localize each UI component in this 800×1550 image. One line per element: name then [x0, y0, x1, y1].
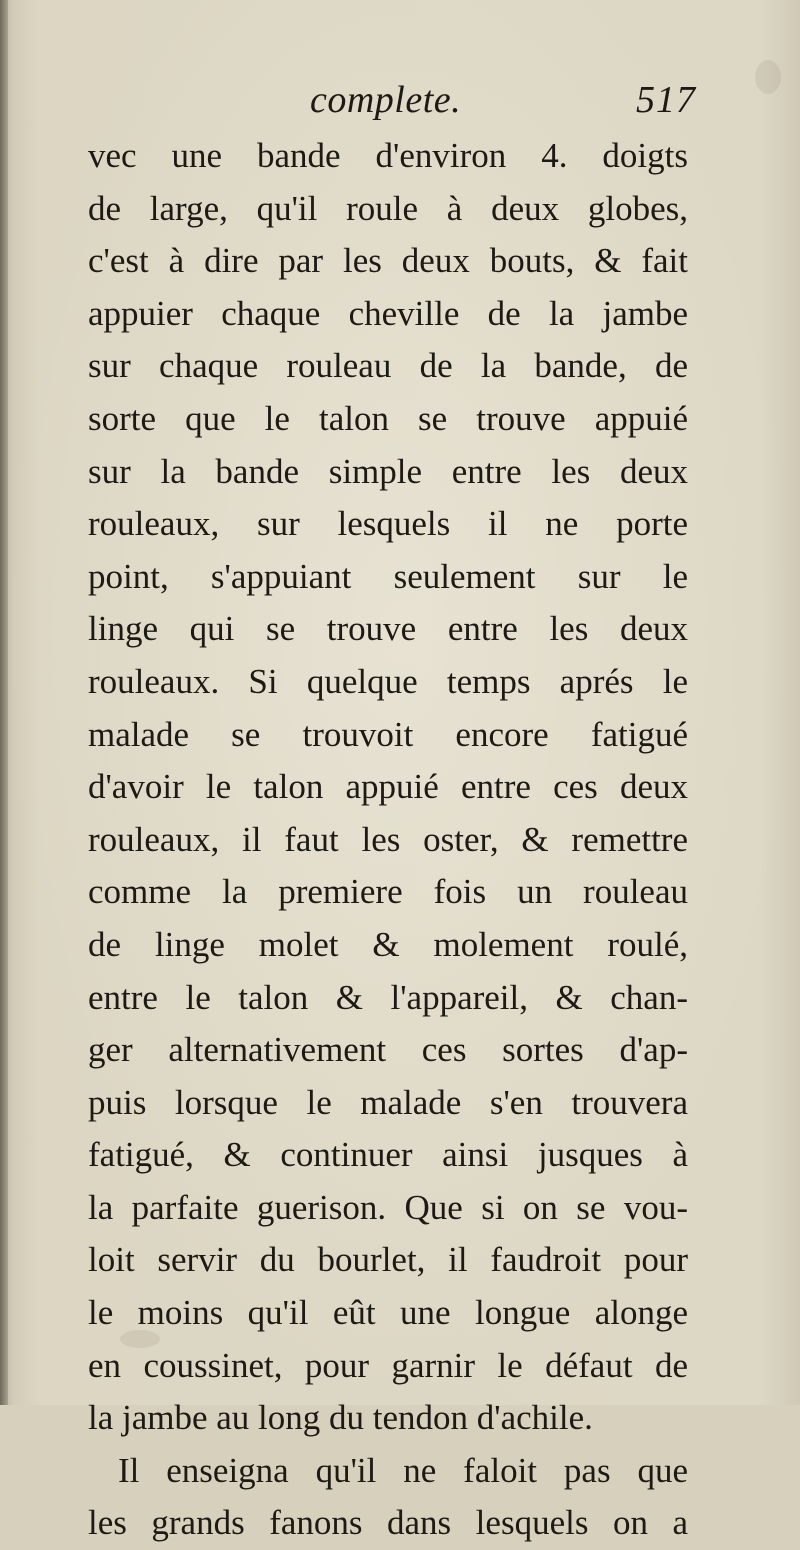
text-line: en coussinet, pour garnir le défaut de	[88, 1345, 688, 1385]
text-line: vec une bande d'environ 4. doigts	[88, 136, 688, 175]
text-line: rouleaux, sur lesquels il ne porte	[88, 504, 688, 544]
text-line: la parfaite guerison. Que si on se vou-	[88, 1187, 688, 1227]
text-line: rouleaux. Si quelque temps aprés le	[88, 661, 688, 701]
text-line: ger alternativement ces sortes d'ap-	[88, 1030, 688, 1070]
text-line: la jambe au long du tendon d'achile.	[88, 1398, 593, 1438]
page-spine-edge	[0, 0, 8, 1405]
text-line: les grands fanons dans lesquels on a	[88, 1503, 688, 1543]
text-line: sorte que le talon se trouve appuié	[88, 398, 688, 438]
text-line: point, s'appuiant seulement sur le	[88, 556, 688, 596]
body-text	[88, 130, 688, 1550]
page-number: 517	[636, 79, 696, 121]
page-header	[88, 78, 696, 130]
paper-stain	[755, 60, 781, 94]
text-line: entre le talon & l'appareil, & chan-	[88, 977, 688, 1017]
text-line: malade se trouvoit encore fatigué	[88, 714, 688, 754]
text-line: le moins qu'il eût une longue alonge	[88, 1293, 688, 1333]
text-line: c'est à dire par les deux bouts, & fait	[88, 241, 688, 281]
text-line: linge qui se trouve entre les deux	[88, 609, 688, 649]
text-line: appuier chaque cheville de la jambe	[88, 293, 688, 333]
text-line: sur la bande simple entre les deux	[88, 451, 688, 491]
running-head: complete.	[310, 79, 462, 121]
text-line: fatigué, & continuer ainsi jusques à	[88, 1135, 688, 1175]
text-line: Il enseigna qu'il ne faloit pas que	[118, 1450, 688, 1490]
text-line: puis lorsque le malade s'en trouvera	[88, 1082, 688, 1122]
text-line: de linge molet & molement roulé,	[88, 924, 688, 964]
text-line: loit servir du bourlet, il faudroit pour	[88, 1240, 688, 1280]
text-line: sur chaque rouleau de la bande, de	[88, 346, 688, 386]
text-line: d'avoir le talon appuié entre ces deux	[88, 767, 688, 807]
text-line: de large, qu'il roule à deux globes,	[88, 188, 688, 228]
text-line: rouleaux, il faut les oster, & remettre	[88, 819, 688, 859]
text-line: comme la premiere fois un rouleau	[88, 872, 688, 912]
